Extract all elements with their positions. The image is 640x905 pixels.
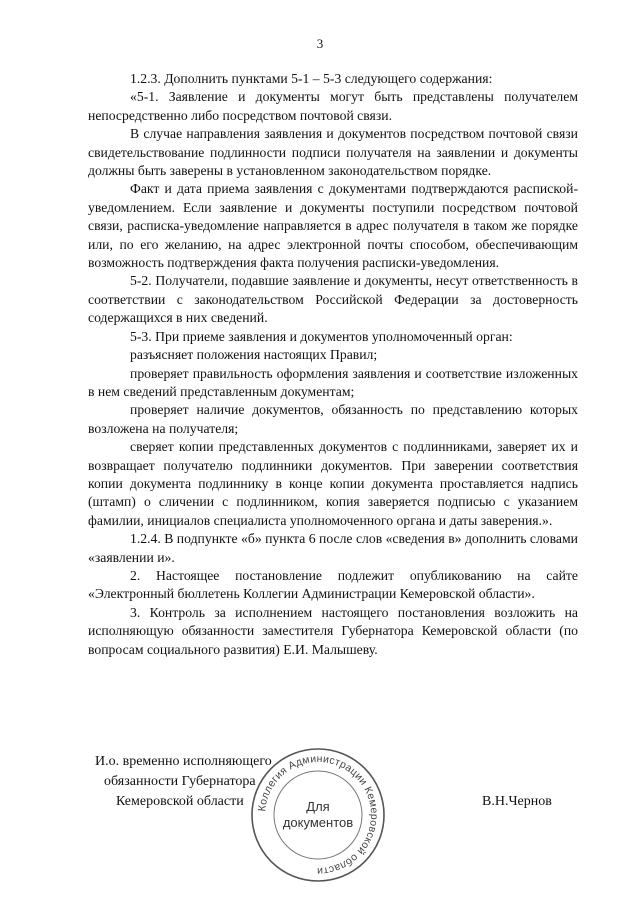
official-stamp: [248, 745, 388, 885]
paragraph-5-1: «5-1. Заявление и документы могут быть представлены получателем непосредственно либо посредством почтовой связи.: [88, 89, 578, 123]
signatory-position-line-3: Кемеровской области: [116, 794, 244, 809]
paragraph-postal-submission: В случае направления заявления и документов посредством почтовой связи свидетельствование подлинности подписи получателя на заявлении и документы должны быть заверены в установленном законодательством порядке.: [88, 126, 578, 179]
document-body: [88, 70, 578, 659]
paragraph-publication: 2. Настоящее постановление подлежит опубликованию на сайте «Электронный бюллетень Коллегии Администрации Кемеровской области».: [88, 567, 578, 602]
paragraph-explains-rules: разъясняет положения настоящих Правил;: [130, 347, 378, 363]
paragraph-1-2-4: 1.2.4. В подпункте «б» пункта 6 после слов «сведения в» дополнить словами «заявлении и».: [88, 531, 578, 565]
paragraph-checks-correctness: проверяет правильность оформления заявления и соответствие изложенных в нем сведений представленным документам;: [88, 365, 578, 399]
paragraph-checks-documents: проверяет наличие документов, обязанность по представлению которых возложена на получателя;: [88, 402, 578, 436]
stamp-center-line-1: Для: [306, 799, 330, 814]
paragraph-receipt-notice: Факт и дата приема заявления с документами подтверждаются распиской-уведомлением. Если заявление и документы поступили посредством почтовой связи, расписка-уведомление направляется в адрес получателя в таком же порядке или, по его желанию, на адрес электронной почты способом, обеспечивающим возможность подтверждения факта получения расписки-уведомления.: [88, 181, 578, 271]
stamp-ring-text: Коллегия Администрации Кемеровской области: [256, 752, 381, 878]
stamp-center-line-2: документов: [282, 815, 354, 830]
signatory-name: В.Н.Чернов: [482, 794, 552, 809]
paragraph-control: 3. Контроль за исполнением настоящего постановления возложить на исполняющую обязанности заместителя Губернатора Кемеровской области (по вопросам социального развития) Е.И. Малышеву.: [88, 604, 578, 657]
page-number: 3: [316, 36, 324, 51]
paragraph-5-3: 5-3. При приеме заявления и документов уполномоченный орган:: [130, 328, 513, 344]
signatory-position-line-2: обязанности Губернатора: [104, 774, 256, 789]
paragraph-verifies-copies: сверяет копии представленных документов с подлинниками, заверяет их и возвращает получателю подлинники документов. При заверении соответствия копии документа подлиннику в конце копии документа проставляется надпись (штамп) о сличении с подлинником, копия заверяется подписью с указанием фамилии, инициалов специалиста уполномоченного органа и даты заверения.».: [88, 439, 578, 528]
paragraph-5-2: 5-2. Получатели, подавшие заявление и документы, несут ответственность в соответствии с законодательством Российской Федерации за достоверность содержащихся в них сведений.: [88, 273, 578, 326]
signatory-position-line-1: И.о. временно исполняющего: [95, 754, 272, 769]
paragraph-1-2-3: 1.2.3. Дополнить пунктами 5-1 – 5-3 следующего содержания:: [130, 71, 493, 86]
